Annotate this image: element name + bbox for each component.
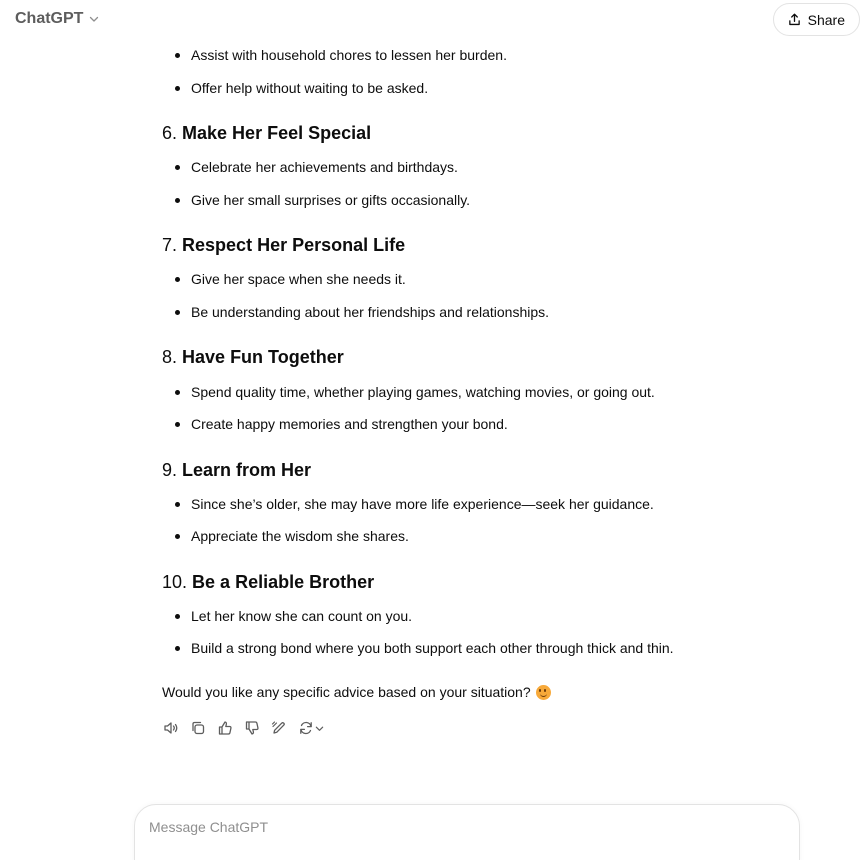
closing-text: Would you like any specific advice based on your situation?	[162, 684, 531, 700]
list-item: Give her small surprises or gifts occasionally.	[191, 192, 471, 208]
thumbs-up-button[interactable]	[216, 719, 234, 737]
section-number: 9.	[162, 460, 178, 480]
section-heading	[162, 345, 344, 369]
list-item: Build a strong bond where you both support each other through thick and thin.	[191, 640, 674, 656]
section-number: 7.	[162, 235, 178, 255]
section-heading	[162, 458, 311, 482]
regenerate-icon	[298, 720, 314, 736]
section-heading	[162, 233, 405, 257]
section-heading	[162, 570, 374, 594]
list-item: Offer help without waiting to be asked.	[191, 80, 429, 96]
section-title: Be a Reliable Brother	[192, 572, 375, 592]
section-title: Respect Her Personal Life	[182, 235, 406, 255]
copy-icon	[190, 720, 206, 736]
chevron-down-icon	[315, 724, 324, 733]
list-item: Be understanding about her friendships and relationships.	[191, 304, 550, 320]
list-item: Assist with household chores to lessen her burden.	[191, 47, 507, 63]
thumbs-down-icon	[244, 720, 260, 736]
list-item: Let her know she can count on you.	[191, 608, 413, 624]
section-number: 8.	[162, 347, 178, 367]
section-number: 10.	[162, 572, 188, 592]
model-selector[interactable]	[15, 10, 99, 28]
read-aloud-icon	[163, 720, 179, 736]
edit-icon	[271, 720, 287, 736]
list-item: Give her space when she needs it.	[191, 271, 406, 287]
list-item: Create happy memories and strengthen your bond.	[191, 416, 508, 432]
section-heading	[162, 121, 371, 145]
share-label: Share	[807, 11, 845, 28]
model-name: ChatGPT	[15, 10, 84, 27]
share-button[interactable]	[773, 3, 860, 36]
share-icon	[788, 13, 801, 26]
list-item: Celebrate her achievements and birthdays.	[191, 159, 458, 175]
read-aloud-button[interactable]	[162, 719, 180, 737]
message-composer	[134, 804, 800, 860]
section-number: 6.	[162, 123, 178, 143]
closing-question	[162, 682, 551, 702]
top-bar	[0, 0, 867, 40]
copy-button[interactable]	[189, 719, 207, 737]
thumbs-down-button[interactable]	[243, 719, 261, 737]
section-title: Make Her Feel Special	[182, 123, 372, 143]
chevron-down-icon	[89, 14, 99, 24]
list-item: Since she’s older, she may have more life experience—seek her guidance.	[191, 496, 654, 512]
thumbs-up-icon	[217, 720, 233, 736]
section-title: Have Fun Together	[182, 347, 344, 367]
smiling-face-icon	[536, 685, 551, 700]
section-title: Learn from Her	[182, 460, 312, 480]
message-input[interactable]	[149, 819, 749, 835]
regenerate-button[interactable]	[297, 719, 325, 737]
edit-button[interactable]	[270, 719, 288, 737]
message-actions	[162, 719, 325, 737]
list-item: Spend quality time, whether playing games, watching movies, or going out.	[191, 384, 655, 400]
list-item: Appreciate the wisdom she shares.	[191, 528, 409, 544]
